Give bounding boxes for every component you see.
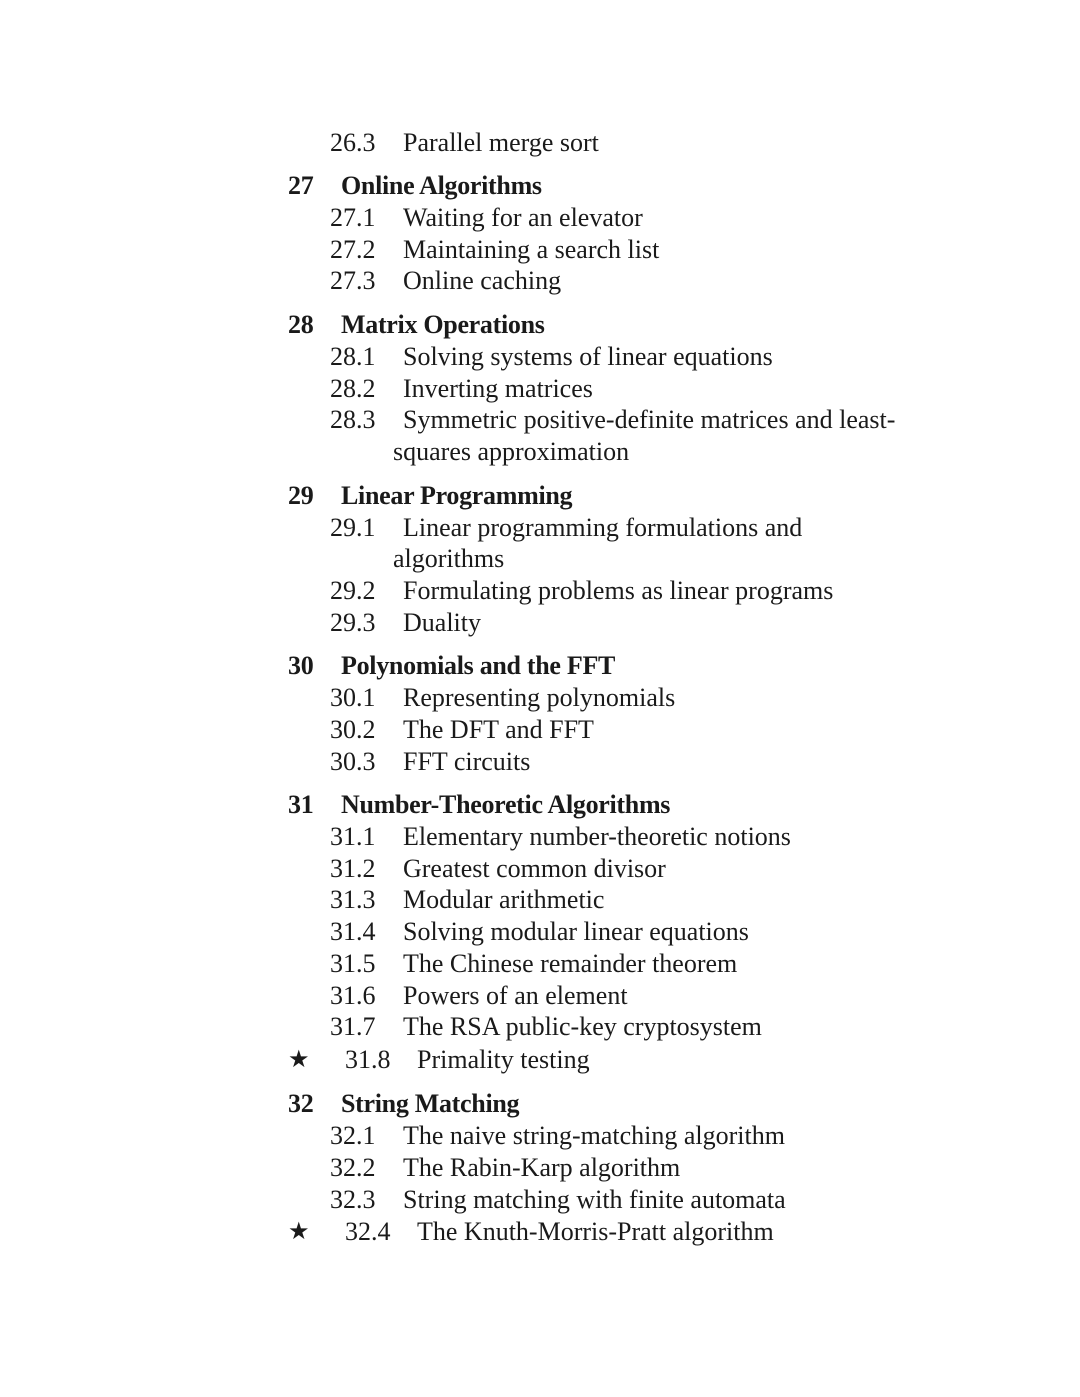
section-title: FFT circuits [403, 747, 531, 776]
section-number: 28.2 [330, 374, 376, 403]
section-number: 28.3 [330, 405, 376, 434]
section-title: The naive string-matching algorithm [403, 1121, 785, 1150]
chapter-title: Polynomials and the FFT [341, 651, 616, 680]
chapter-number: 32 [288, 1089, 314, 1118]
section-title: Symmetric positive-definite matrices and least- [403, 405, 896, 434]
chapter-number: 28 [288, 310, 314, 339]
chapter-number: 29 [288, 481, 314, 510]
chapter-title: Matrix Operations [341, 310, 545, 339]
section-title: The Knuth-Morris-Pratt algorithm [417, 1217, 774, 1246]
section-number: 27.3 [330, 266, 376, 295]
section-number: 30.3 [330, 747, 376, 776]
section-title: Online caching [403, 266, 562, 295]
section-title: Primality testing [417, 1045, 590, 1074]
chapter-title: Number-Theoretic Algorithms [341, 790, 671, 819]
star-icon: ★ [288, 1047, 310, 1073]
section-number: 32.4 [345, 1217, 391, 1246]
section-title: String matching with finite automata [403, 1185, 786, 1214]
section-title: Powers of an element [403, 981, 628, 1010]
section-title: The DFT and FFT [403, 715, 594, 744]
section-title: Maintaining a search list [403, 235, 660, 264]
section-title: Duality [403, 608, 481, 637]
section-title: Greatest common divisor [403, 854, 666, 883]
section-number: 30.1 [330, 683, 376, 712]
section-number: 31.3 [330, 885, 376, 914]
section-number: 31.1 [330, 822, 376, 851]
section-title: Modular arithmetic [403, 885, 605, 914]
section-number: 31.8 [345, 1045, 391, 1074]
section-title: The Chinese remainder theorem [403, 949, 738, 978]
section-number: 27.2 [330, 235, 376, 264]
section-title-continuation: squares approximation [393, 437, 630, 466]
section-number: 26.3 [330, 128, 376, 157]
section-title: Parallel merge sort [403, 128, 599, 157]
chapter-number: 27 [288, 171, 314, 200]
section-title: Waiting for an elevator [403, 203, 643, 232]
section-title: The Rabin-Karp algorithm [403, 1153, 681, 1182]
section-number: 28.1 [330, 342, 376, 371]
chapter-title: Linear Programming [341, 481, 573, 510]
section-number: 29.2 [330, 576, 376, 605]
section-number: 31.4 [330, 917, 376, 946]
section-number: 32.3 [330, 1185, 376, 1214]
section-title: Formulating problems as linear programs [403, 576, 834, 605]
section-title: Solving modular linear equations [403, 917, 749, 946]
section-number: 31.2 [330, 854, 376, 883]
section-title: Inverting matrices [403, 374, 593, 403]
section-title: The RSA public-key cryptosystem [403, 1012, 762, 1041]
section-number: 29.1 [330, 513, 376, 542]
chapter-title: String Matching [341, 1089, 520, 1118]
chapter-number: 31 [288, 790, 314, 819]
section-title: Solving systems of linear equations [403, 342, 773, 371]
chapter-title: Online Algorithms [341, 171, 542, 200]
chapter-number: 30 [288, 651, 314, 680]
section-title: Representing polynomials [403, 683, 676, 712]
section-title: Elementary number-theoretic notions [403, 822, 791, 851]
section-number: 31.6 [330, 981, 376, 1010]
section-number: 30.2 [330, 715, 376, 744]
section-title: Linear programming formulations and [403, 513, 803, 542]
section-number: 31.7 [330, 1012, 376, 1041]
star-icon: ★ [288, 1219, 310, 1245]
section-number: 32.2 [330, 1153, 376, 1182]
section-number: 29.3 [330, 608, 376, 637]
section-number: 32.1 [330, 1121, 376, 1150]
section-number: 31.5 [330, 949, 376, 978]
section-title-continuation: algorithms [393, 544, 505, 573]
section-number: 27.1 [330, 203, 376, 232]
